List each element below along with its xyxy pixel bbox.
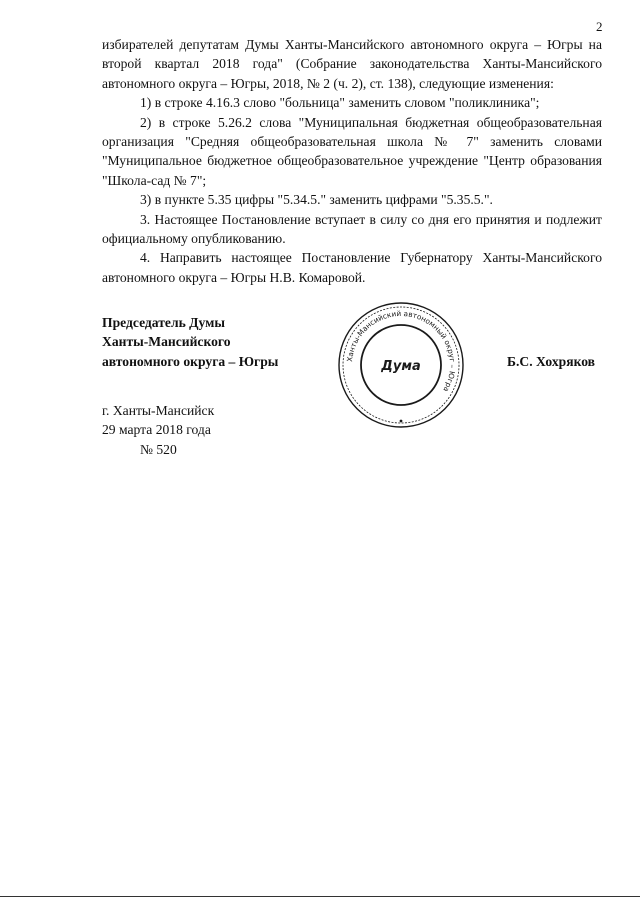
body-paragraph-item-2: 2) в строке 5.26.2 слова "Муниципальная бюджетная общеобразовательная организация "Средняя общеобразовательная школа № 7" заменить словами "Муниципальное бюджетное общеобразовательное учреждение "Центр образования "Школа-сад № 7"; bbox=[102, 114, 602, 188]
signatory-name: Б.С. Хохряков bbox=[507, 354, 596, 369]
page-number: 2 bbox=[596, 19, 603, 34]
seal-center-text: Дума bbox=[381, 359, 421, 374]
seal-star-mark bbox=[400, 420, 403, 423]
document-number: № 520 bbox=[140, 441, 177, 457]
signatory-title-line: Председатель Думы bbox=[102, 315, 226, 330]
place-date-block bbox=[102, 401, 214, 459]
seal-ring-text bbox=[345, 309, 457, 394]
signatory-title bbox=[102, 313, 278, 371]
body-paragraph-item-1: 1) в строке 4.16.3 слово "больница" заменить словом "поликлиника"; bbox=[140, 95, 540, 111]
signatory-title-line: автономного округа – Югры bbox=[102, 353, 279, 369]
seal-graphic bbox=[337, 300, 465, 430]
official-seal-stamp bbox=[337, 300, 465, 430]
body-paragraph-clause-4: 4. Направить настоящее Постановление Губернатору Ханты-Мансийского автономного округа – Югры Н.В. Комаровой. bbox=[102, 250, 602, 285]
footer-divider bbox=[0, 896, 640, 897]
signatory-title-line: Ханты-Мансийского bbox=[102, 334, 231, 350]
document-body bbox=[102, 35, 602, 287]
document-date: 29 марта 2018 года bbox=[102, 422, 211, 438]
seal-ring-textpath: Ханты-Мансийский автономный округ – Югра bbox=[345, 308, 458, 394]
document-city: г. Ханты-Мансийск bbox=[102, 403, 215, 418]
body-paragraph-clause-3: 3. Настоящее Постановление вступает в силу со дня его принятия и подлежит официальному опубликованию. bbox=[102, 211, 602, 247]
body-paragraph-intro: избирателей депутатам Думы Ханты-Мансийского автономного округа – Югры на второй квартал 2018 года" (Собрание законодательства Ханты-Мансийского автономного округа – Югры, 2018, № 2 (ч. 2), ст. 138), следующие изменения: bbox=[102, 37, 602, 91]
body-paragraph-item-3: 3) в пункте 5.35 цифры "5.34.5." заменить цифрами "5.35.5.". bbox=[140, 192, 493, 208]
